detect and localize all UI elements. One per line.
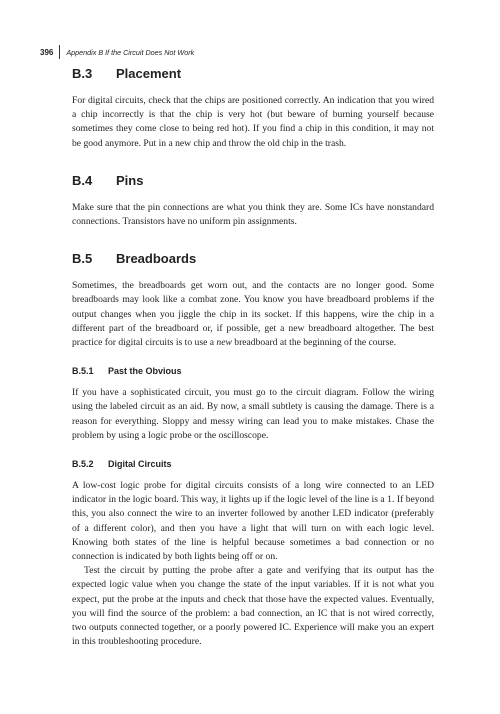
- page-body: [72, 66, 434, 649]
- paragraph-digital-circuits-2: Test the circuit by putting the probe after a gate and verifying that its output has the expected logic value when you change the state of the input variables. If it is not what you expect, put the probe at the inputs and check that those have the expected values. Eventually, you will find the source of the problem: a bad connection, an IC that is not wired correctly, two outputs connected together, or a poorly powered IC. Experience will make you an expert in this troubleshooting procedure.: [72, 565, 434, 648]
- paragraph-pins: Make sure that the pin connections are what you think they are. Some ICs have nonstandard connections. Transistors have no uniform pin assignments.: [72, 201, 434, 228]
- paragraph-breadboards: [72, 279, 434, 350]
- section-heading-pins: [72, 173, 434, 188]
- header-divider: [59, 45, 60, 59]
- section-title: Placement: [116, 66, 182, 81]
- section-number: B.4: [72, 172, 93, 188]
- subsection-number: B.5.2: [72, 459, 94, 470]
- running-title: Appendix B If the Circuit Does Not Work: [66, 47, 195, 57]
- section-title: Breadboards: [116, 251, 197, 267]
- subsection-title: Past the Obvious: [108, 366, 182, 377]
- page-number: 396: [40, 47, 54, 57]
- subsection-heading-digital-circuits: [72, 459, 434, 469]
- paragraph-digital-circuits-1: A low-cost logic probe for digital circuits consists of a long wire connected to an LED indicator in the logic board. This way, it lights up if the logic level of the line is a 1. If beyond this, you also connect the wire to an inverter followed by another LED indicator (preferably of a different color), and then you have a light that will turn on with each logic level. Knowing both states of the line is helpful because sometimes a bad connection or no connection is indicated by both lights being off or on.: [72, 480, 434, 563]
- subsection-heading-past-the-obvious: [72, 366, 434, 376]
- section-heading-breadboards: [72, 251, 434, 266]
- breadboards-text-end: breadboard at the beginning of the course.: [234, 337, 396, 349]
- paragraph-placement: For digital circuits, check that the chips are positioned correctly. An indication that you wired a chip incorrectly is that the chip is very hot (but beware of burning yourself because sometimes they come close to being red hot). If you find a chip in this condition, it may not be good anymore. Put in a new chip and throw the old chip in the trash.: [72, 95, 434, 149]
- breadboards-emphasis: new: [216, 337, 232, 349]
- subsection-number: B.5.1: [72, 366, 94, 377]
- page-header: [40, 44, 194, 60]
- section-number: B.5: [72, 251, 93, 267]
- section-number: B.3: [72, 66, 93, 81]
- section-heading-placement: [72, 66, 434, 81]
- breadboards-text-start: Sometimes, the breadboards get worn out, and the contacts are no longer good. Some breadboards may look like a combat zone. You know you have breadboard problems if the output changes when you jiggle the chip in its socket. If this happens, wire the chip in a different part of the breadboard or, if possible, get a new breadboard altogether. The best practice for digital circuits is to use a: [72, 280, 434, 349]
- section-title: Pins: [116, 172, 144, 188]
- subsection-title: Digital Circuits: [108, 459, 172, 470]
- paragraph-past-the-obvious: If you have a sophisticated circuit, you must go to the circuit diagram. Follow the wiring using the labeled circuit as an aid. By now, a small subtlety is causing the damage. There is a reason for everything. Sloppy and messy wiring can lead you to make mistakes. Chase the problem by using a logic probe or the oscilloscope.: [72, 387, 434, 441]
